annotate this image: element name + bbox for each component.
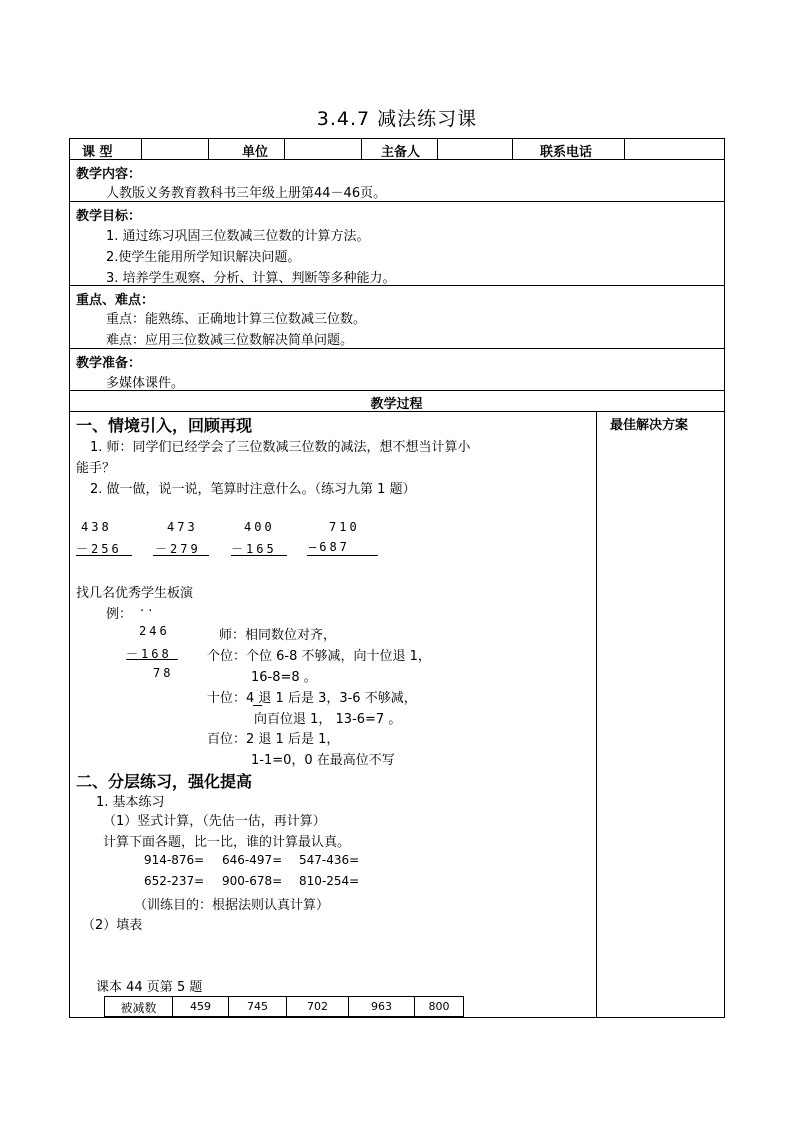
keypoint-key: 重点：能熟练、正确地计算三位数减三位数。	[106, 312, 367, 327]
preparation-label: 教学准备：	[76, 356, 142, 371]
exercise: 646-497=	[222, 853, 283, 867]
content-label: 教学内容：	[76, 167, 142, 182]
process-header: 教学过程	[370, 397, 423, 412]
exercise: 900-678=	[222, 874, 283, 888]
explain-line: 个位：个位 6-8 不够减，向十位退 1，	[207, 649, 431, 664]
example-label: 例：	[106, 607, 133, 622]
problem-top: 400	[244, 520, 275, 534]
explain-line: 16-8=8 。	[251, 670, 317, 685]
example-bottom: －168	[126, 647, 172, 661]
keypoints-label: 重点、难点：	[76, 293, 155, 308]
header-type-label: 课 型	[82, 145, 113, 160]
explain-line: 百位：2 退 1 后是 1，	[207, 732, 340, 747]
table-cell: 745	[247, 1000, 268, 1013]
content-text: 人教版义务教育教科书三年级上册第44－46页。	[106, 186, 387, 201]
header-phone-label: 联系电话	[540, 145, 593, 160]
problem-top: 438	[81, 520, 112, 534]
example-top: 246	[139, 624, 170, 638]
basic-practice: 1. 基本练习	[96, 795, 165, 810]
instruction-text: 计算下面各题，比一比，谁的计算最认真。	[103, 835, 351, 850]
problem-top: 473	[167, 520, 198, 534]
exercise: 914-876=	[144, 853, 205, 867]
exercise: 652-237=	[144, 874, 205, 888]
explain-line: 向百位退 1， 13-6=7 。	[254, 712, 402, 727]
explain-line: 师：相同数位对齐，	[219, 628, 337, 643]
problem-bottom: －256	[76, 542, 122, 556]
table-row-label: 被减数	[120, 1001, 157, 1015]
vertical-calc: （1）竖式计算，（先估一估，再计算）	[103, 814, 326, 829]
header-preparer-label: 主备人	[381, 145, 421, 160]
preparation-text: 多媒体课件。	[106, 376, 185, 391]
problem-top: 710	[329, 520, 360, 534]
problem-bottom: －279	[155, 542, 201, 556]
textbook-ref: 课本 44 页第 5 题	[96, 980, 203, 995]
side-header: 最佳解决方案	[610, 418, 689, 433]
s1-line: 2. 做一做，说一说，笔算时注意什么。（练习九第 1 题）	[90, 482, 416, 497]
objective-item: 3. 培养学生观察、分析、计算、判断等多种能力。	[106, 271, 396, 286]
header-unit-label: 单位	[242, 145, 269, 160]
purpose-text: （训练目的：根据法则认真计算）	[134, 898, 330, 913]
explain-line: 1-1=0，0 在最高位不写	[251, 753, 395, 768]
page-title: 3.4.7 减法练习课	[316, 108, 478, 130]
fill-table-text: （2）填表	[82, 918, 143, 933]
objective-item: 2.使学生能用所学知识解决问题。	[106, 250, 301, 265]
exercise: 810-254=	[299, 874, 360, 888]
exercise: 547-436=	[299, 853, 360, 867]
s1-line: 能手？	[76, 461, 116, 476]
section-2-heading: 二、分层练习，强化提高	[76, 772, 253, 791]
example-dots: . .	[140, 600, 153, 615]
s1-line: 1. 师：同学们已经学会了三位数减三位数的减法，想不想当计算小	[90, 440, 471, 455]
problem-bottom: －165	[231, 542, 277, 556]
section-1-heading: 一、情境引入，回顾再现	[76, 416, 253, 435]
objectives-label: 教学目标：	[76, 209, 142, 224]
table-cell: 800	[428, 1000, 450, 1013]
objective-item: 1. 通过练习巩固三位数减三位数的计算方法。	[106, 229, 370, 244]
explain-line: 十位：4 退 1 后是 3，3-6 不够减，	[207, 691, 417, 706]
table-cell: 702	[307, 1000, 328, 1013]
problem-bottom: —687	[309, 540, 350, 554]
example-result: 78	[153, 666, 174, 680]
table-cell: 963	[371, 1000, 392, 1013]
keypoint-difficulty: 难点：应用三位数减三位数解决简单问题。	[106, 333, 354, 348]
board-text: 找几名优秀学生板演	[76, 586, 194, 601]
table-cell: 459	[190, 1000, 211, 1013]
